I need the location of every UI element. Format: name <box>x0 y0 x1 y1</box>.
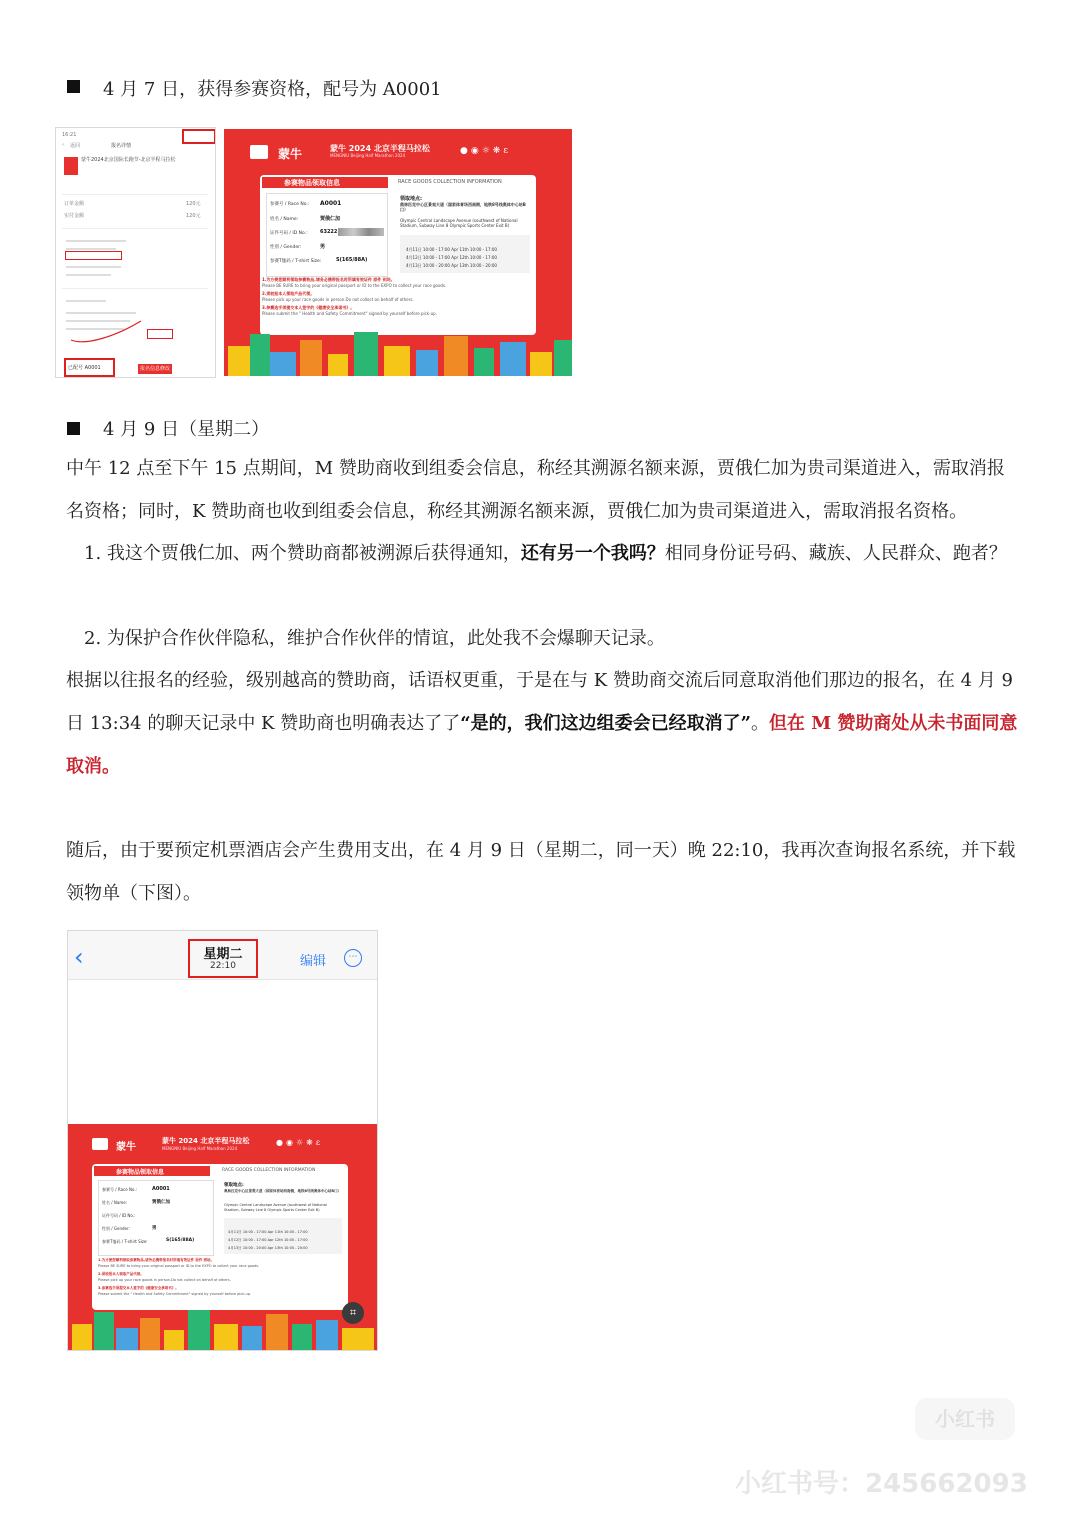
text-placeholder <box>66 240 126 242</box>
deco-block <box>228 346 250 376</box>
deco-block <box>292 1324 312 1350</box>
bib-label: 已配号 A0001 <box>68 365 101 371</box>
schedule-row: 4月13日 10:00 - 20:00 Apr 13th 10:00 - 20:00 <box>406 263 497 268</box>
deco-block <box>94 1312 114 1350</box>
chat-time: 22:10 <box>210 961 236 971</box>
gender-label: 性别 / Gender: <box>102 1226 130 1231</box>
back-chevron-icon[interactable]: ‹ <box>74 943 84 971</box>
place-cn: 奥林匹克中心区景观大道（国家体育场西南侧，地铁8号线奥体中心站B口） <box>400 202 526 212</box>
event-title-cn: 蒙牛 2024 北京半程马拉松 <box>330 144 430 153</box>
gender-value: 男 <box>320 244 326 250</box>
schedule-row: 4月12日 10:00 - 17:00 Apr 12th 10:00 - 17:00 <box>228 1238 308 1242</box>
schedule-row: 4月11日 10:00 - 17:00 Apr 11th 10:00 - 17:00 <box>406 247 497 252</box>
brand-name: 蒙牛 <box>278 147 303 161</box>
size-label: 参赛T恤码 / T-shirt Size: <box>102 1239 148 1244</box>
bullet-square <box>67 78 80 97</box>
event-thumbnail <box>64 157 78 175</box>
race-no-value: A0001 <box>320 200 342 207</box>
deco-block <box>116 1328 138 1350</box>
paragraph-2: 1. 我这个贾俄仁加、两个赞助商都被溯源后获得通知，还有另一个我吗？相同身份证号码、藏族、人民群众、跑者？ <box>84 543 1007 564</box>
pay-label: 实付金额 <box>64 213 85 219</box>
note3-en: Please submit the " Health and Safety Commitment" signed by yourself before pick-up. <box>98 1292 252 1296</box>
place-en: Olympic Central Landscape Avenue (southwest of National Stadium, Subway Line 8 Olympic Sports Center Exit B) <box>224 1203 327 1212</box>
place-en: Olympic Central Landscape Avenue (southwest of National Stadium, Subway Line 8 Olympic Sports Center Exit B) <box>400 218 518 228</box>
small-red-button <box>147 329 173 339</box>
schedule-row: 4月13日 10:00 - 20:00 Apr 13th 10:00 - 20:00 <box>228 1246 308 1250</box>
brand-logo-icon <box>250 145 268 159</box>
schedule-row: 4月12日 10:00 - 17:00 Apr 12th 10:00 - 17:00 <box>406 255 497 260</box>
edit-button[interactable]: 编辑 <box>300 954 327 969</box>
deco-block <box>242 1326 262 1350</box>
deco-block <box>72 1324 92 1350</box>
note3-cn: 3.参赛选手须提交本人签字的《健康安全承诺书》。 <box>262 305 355 310</box>
section-heading-apr9: 4 月 9 日（星期二） <box>103 419 270 440</box>
watermark-id: 小红书号：245662093 <box>735 1469 1028 1499</box>
note3-cn: 3.参赛选手须提交本人签字的《健康安全承诺书》。 <box>98 1286 179 1290</box>
order-value: 120元 <box>186 201 201 207</box>
deco-block <box>270 352 296 376</box>
deco-block <box>266 1314 288 1350</box>
id-label: 证件号码 / ID No.: <box>102 1213 136 1218</box>
partner-logos-icon: ●◉☼❋ɛ <box>276 1138 323 1147</box>
deco-block <box>384 346 410 376</box>
title-en: RACE GOODS COLLECTION INFORMATION <box>398 179 502 185</box>
deco-block <box>188 1310 210 1350</box>
app-screenshot <box>55 127 216 378</box>
place-cn: 奥林匹克中心区景观大道（国家体育场西南侧，地铁8号线奥体中心站B口） <box>224 1189 342 1193</box>
race-card-bottom <box>68 1124 377 1350</box>
deco-block <box>500 342 526 376</box>
size-value: S(165/88A) <box>166 1238 195 1243</box>
brand-logo-icon <box>92 1138 108 1150</box>
divider <box>62 228 208 229</box>
size-label: 参赛T恤码 / T-shirt Size: <box>270 259 322 264</box>
deco-block <box>328 354 348 376</box>
note2-cn: 2.须较报本人领取产品代领。 <box>98 1272 144 1276</box>
deco-block <box>554 340 572 376</box>
chat-day: 星期二 <box>203 947 243 962</box>
deco-block <box>300 340 322 376</box>
event-title-en: MENGNIU Beijing Half Marathon 2024 <box>162 1146 238 1151</box>
watermark-logo: 小红书 <box>915 1398 1015 1440</box>
title-cn: 参赛物品领取信息 <box>116 1169 165 1176</box>
order-label: 订单金额 <box>64 201 85 207</box>
gender-label: 性别 / Gender: <box>270 245 302 250</box>
note1-en: Please BE SURE to bring your original passport or ID to the EXPO to collect your race goods. <box>262 283 447 288</box>
id-value: 63222 <box>320 229 338 235</box>
more-options-icon[interactable]: ⋯ <box>344 949 362 967</box>
note1-cn: 1.为方便您顺利领取参赛物品,请务必携带报名时所填有效证件 原件 到场。 <box>262 277 395 282</box>
brand-name: 蒙牛 <box>116 1142 136 1153</box>
name-value: 贾俄仁加 <box>152 1200 170 1205</box>
divider <box>62 194 208 195</box>
deco-block <box>354 332 378 376</box>
race-no-label: 参赛号 / Race No.: <box>270 202 310 207</box>
deco-block <box>416 350 438 376</box>
deco-block <box>140 1318 160 1350</box>
text-placeholder <box>66 300 106 302</box>
text-placeholder <box>66 248 116 250</box>
status-time: 16:21 <box>62 132 77 138</box>
highlight-box-top <box>182 129 216 144</box>
note1-en: Please BE SURE to bring your original passport or ID to the EXPO to collect your race goods. <box>98 1264 260 1268</box>
deco-block <box>530 352 552 376</box>
deco-block <box>214 1324 238 1350</box>
text-placeholder <box>66 266 121 268</box>
id-label: 证件号码 / ID No.: <box>270 231 308 236</box>
bullet-square <box>67 420 80 439</box>
race-no-label: 参赛号 / Race No.: <box>102 1187 137 1192</box>
race-no-value: A0001 <box>152 1186 170 1192</box>
nav-title: 报名详情 <box>111 143 132 149</box>
deco-block <box>444 336 468 376</box>
deco-block <box>164 1330 184 1350</box>
name-label: 姓名 / Name: <box>102 1200 128 1205</box>
deco-block <box>316 1320 338 1350</box>
deco-block <box>474 348 494 376</box>
note3-en: Please submit the " Health and Safety Commitment" signed by yourself before pick-up. <box>262 311 437 316</box>
schedule-row: 4月11日 10:00 - 17:00 Apr 11th 10:00 - 17:00 <box>228 1230 308 1234</box>
divider <box>62 288 208 289</box>
red-annotation-curve <box>66 316 146 346</box>
note2-en: Please pick up your race goods in person.Do not collect on behalf of others. <box>262 297 414 302</box>
nav-back: 返回 <box>70 143 81 149</box>
paragraph-3: 2. 为保护合作伙伴隐私，维护合作伙伴的情谊，此处我不会爆聊天记录。 <box>84 628 665 649</box>
paragraph-1: 中午 12 点至下午 15 点期间，M 赞助商收到组委会信息，称经其溯源名额来源，贾俄仁加为贵司渠道进入，需取消报名资格；同时，K 赞助商也收到组委会信息，称经其溯源名额来源，贾俄仁加为贵司渠道进入，需取消报名资格。 <box>66 458 1005 522</box>
title-cn: 参赛物品领取信息 <box>284 179 340 187</box>
place-label: 领取地点: <box>400 196 422 202</box>
chat-screenshot <box>67 930 378 1351</box>
event-title-cn: 蒙牛 2024 北京半程马拉松 <box>162 1137 250 1145</box>
name-label: 姓名 / Name: <box>270 217 299 222</box>
name-value: 贾俄仁加 <box>320 216 341 222</box>
id-mosaic <box>338 228 384 236</box>
scan-icon[interactable]: ⌗ <box>342 1302 364 1324</box>
note2-cn: 2.须较报本人领取产品代领。 <box>262 291 315 296</box>
pay-value: 120元 <box>186 213 201 219</box>
note1-cn: 1.为方便您顺利领取参赛物品,请务必携带报名时所填有效证件 原件 到场。 <box>98 1258 215 1262</box>
gender-value: 男 <box>152 1226 157 1231</box>
paragraph-4: 根据以往报名的经验，级别越高的赞助商，话语权更重，于是在与 K 赞助商交流后同意取消他们那边的报名，在 4 月 9 日 13:34 的聊天记录中 K 赞助商也明确表达了了“是的，我们这边组委会已经取消了”。但在 M 赞助商处从未书面同意取消。 <box>66 670 1018 777</box>
highlight-box-mid <box>65 251 122 260</box>
modify-button[interactable]: 报名信息修改 <box>139 366 170 372</box>
note2-en: Please pick up your race goods in person.Do not collect on behalf of others. <box>98 1278 231 1282</box>
section-heading-apr7: 4 月 7 日，获得参赛资格，配号为 A0001 <box>103 79 442 100</box>
event-title: 蒙牛2024北京国际长跑节-北京半程马拉松 <box>81 157 176 163</box>
text-placeholder <box>66 274 111 276</box>
place-label: 领取地点: <box>224 1183 244 1188</box>
deco-block <box>342 1328 374 1350</box>
paragraph-5: 随后，由于要预定机票酒店会产生费用支出，在 4 月 9 日（星期二，同一天）晚 22:10，我再次查询报名系统，并下载领物单（下图）。 <box>66 840 1016 904</box>
back-chevron-icon: ‹ <box>62 142 64 148</box>
text-placeholder <box>66 312 136 314</box>
race-card-top <box>224 129 572 376</box>
partner-logos-icon: ●◉☼❋ɛ <box>460 146 511 156</box>
deco-block <box>250 334 270 376</box>
title-en: RACE GOODS COLLECTION INFORMATION <box>222 1168 316 1173</box>
event-title-en: MENGNIU Beijing Half Marathon 2024 <box>330 153 406 158</box>
size-value: S(165/88A) <box>336 257 368 263</box>
